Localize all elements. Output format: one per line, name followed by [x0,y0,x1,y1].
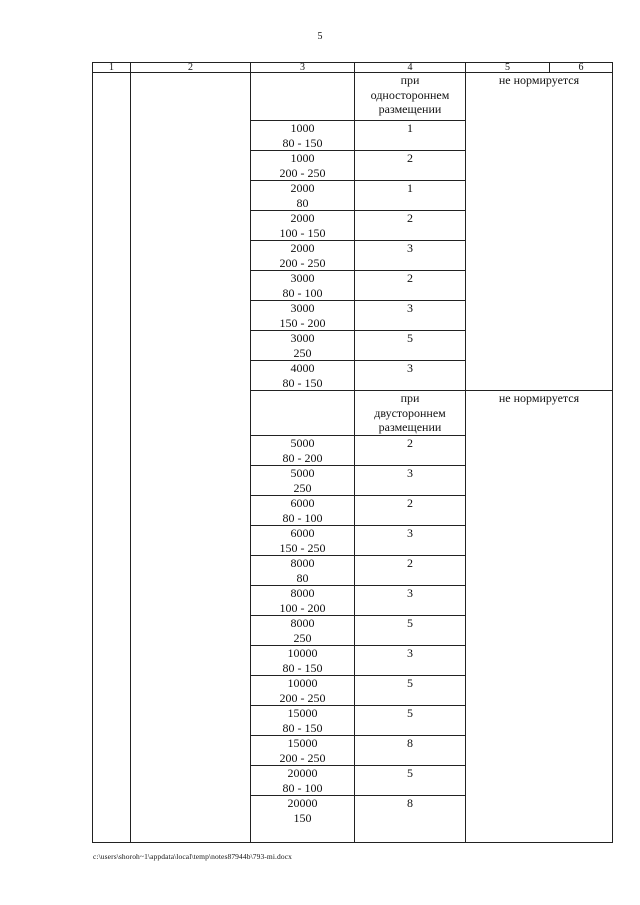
col4-cell [355,616,466,646]
col4-text: 2 [407,211,413,225]
header-cell-1: 1 [93,63,131,73]
col3-text: 6000 [290,496,315,510]
col3-text: 4000 [290,361,315,375]
col3-text: 100 - 150 [279,225,326,240]
col3-text: 10000 [287,676,318,690]
header-row [93,63,613,73]
col4-cell [355,736,466,766]
col4-cell [355,181,466,211]
col4-cell [355,436,466,466]
col3-text: 150 - 200 [279,315,326,330]
col3-text: 1000 [290,121,315,135]
col4-text: 3 [407,361,413,375]
col3-cell [251,676,355,706]
col3-text: 80 - 100 [282,285,323,300]
col4-cell [355,796,466,843]
col3-text: 6000 [290,526,315,540]
col4-cell [355,466,466,496]
placement-text: размещении [378,102,442,116]
col4-text: 3 [407,301,413,315]
col4-text: 3 [407,646,413,660]
col3-text: 3000 [290,331,315,345]
col4-cell [355,151,466,181]
col4-text: 2 [407,271,413,285]
col3-text: 2000 [290,241,315,255]
col4-text: 8 [407,736,413,750]
col3-text: 15000 [287,736,318,750]
col3-cell [251,121,355,151]
col4-cell [355,676,466,706]
col3-text: 200 - 250 [279,690,326,705]
col3-cell [251,766,355,796]
placement-row [93,73,613,121]
col4-cell [355,556,466,586]
col3-text: 80 - 100 [282,780,323,795]
col4-cell [355,121,466,151]
col3-text: 200 - 250 [279,255,326,270]
col1-cell [93,73,131,843]
document-table [92,62,613,843]
col4-cell [355,331,466,361]
col4-text: 1 [407,181,413,195]
col3-text: 80 [296,195,309,210]
col3-text: 200 - 250 [279,165,326,180]
col3-text: 150 - 250 [279,540,326,555]
header-cell-4: 4 [355,63,466,73]
col4-cell [355,241,466,271]
col3-text: 20000 [287,766,318,780]
col4-cell [355,361,466,391]
col3-text: 10000 [287,646,318,660]
norm-note-cell [466,391,613,843]
col3-text: 8000 [290,616,315,630]
col4-text: 3 [407,466,413,480]
col3-cell [251,361,355,391]
header-cell-5: 5 [466,63,550,73]
norm-note-text: не нормируется [498,391,580,405]
page-number: 5 [317,31,323,42]
col3-cell [251,646,355,676]
col4-text: 2 [407,556,413,570]
col4-text: 5 [407,331,413,345]
col3-cell [251,526,355,556]
col4-text: 3 [407,586,413,600]
col4-text: 2 [407,436,413,450]
col3-cell [251,211,355,241]
col4-cell [355,526,466,556]
col3-cell [251,241,355,271]
col3-text: 1000 [290,151,315,165]
col4-text: 5 [407,706,413,720]
placement-text: двустороннем [374,405,446,420]
col3-cell [251,496,355,526]
col3-cell [251,586,355,616]
col4-cell [355,706,466,736]
col3-text: 3000 [290,271,315,285]
col3-cell [251,331,355,361]
col3-empty-cell [251,73,355,121]
header-cell-3: 3 [251,63,355,73]
col4-cell [355,586,466,616]
col3-text: 250 [293,630,312,645]
col4-text: 5 [407,616,413,630]
col4-text: 5 [407,766,413,780]
col3-text: 8000 [290,586,315,600]
col3-text: 2000 [290,211,315,225]
col3-text: 20000 [287,796,318,810]
col3-text: 200 - 250 [279,750,326,765]
norm-note-text: не нормируется [498,73,580,87]
col3-text: 5000 [290,436,315,450]
col3-text: 80 - 150 [282,135,323,150]
col4-cell [355,271,466,301]
placement-cell [355,73,466,121]
placement-text: размещении [378,420,442,434]
col3-empty-cell [251,391,355,436]
col3-text: 250 [293,345,312,360]
col3-cell [251,706,355,736]
col2-cell [131,73,251,843]
col3-text: 80 - 100 [282,510,323,525]
col3-text: 15000 [287,706,318,720]
col4-text: 1 [407,121,413,135]
header-cell-6: 6 [550,63,613,73]
col4-text: 3 [407,526,413,540]
col4-text: 8 [407,796,413,810]
col3-cell [251,151,355,181]
col4-text: 2 [407,496,413,510]
header-cell-2: 2 [131,63,251,73]
col3-text: 80 [296,570,309,585]
col3-text: 3000 [290,301,315,315]
col3-text: 80 - 150 [282,660,323,675]
col3-cell [251,796,355,843]
col3-text: 150 [293,810,312,825]
col3-cell [251,181,355,211]
col3-text: 80 - 150 [282,720,323,735]
col3-text: 2000 [290,181,315,195]
col4-text: 5 [407,676,413,690]
col3-cell [251,556,355,586]
col4-cell [355,646,466,676]
col3-text: 5000 [290,466,315,480]
file-path-footer: c:\users\shoroh~1\appdata\local\temp\notes87944b\793-mi.docx [93,852,292,861]
col4-text: 3 [407,241,413,255]
col3-text: 8000 [290,556,315,570]
col4-cell [355,766,466,796]
placement-cell [355,391,466,436]
col3-cell [251,616,355,646]
col3-cell [251,301,355,331]
col3-cell [251,466,355,496]
col3-text: 100 - 200 [279,600,326,615]
col4-text: 2 [407,151,413,165]
col3-cell [251,271,355,301]
placement-text: при [400,73,420,87]
placement-text: одностороннем [370,87,450,102]
col3-cell [251,736,355,766]
col4-cell [355,211,466,241]
norm-note-cell [466,73,613,391]
col3-text: 250 [293,480,312,495]
col3-cell [251,436,355,466]
placement-text: при [400,391,420,405]
col3-text: 80 - 150 [282,375,323,390]
col3-text: 80 - 200 [282,450,323,465]
col4-cell [355,301,466,331]
col4-cell [355,496,466,526]
